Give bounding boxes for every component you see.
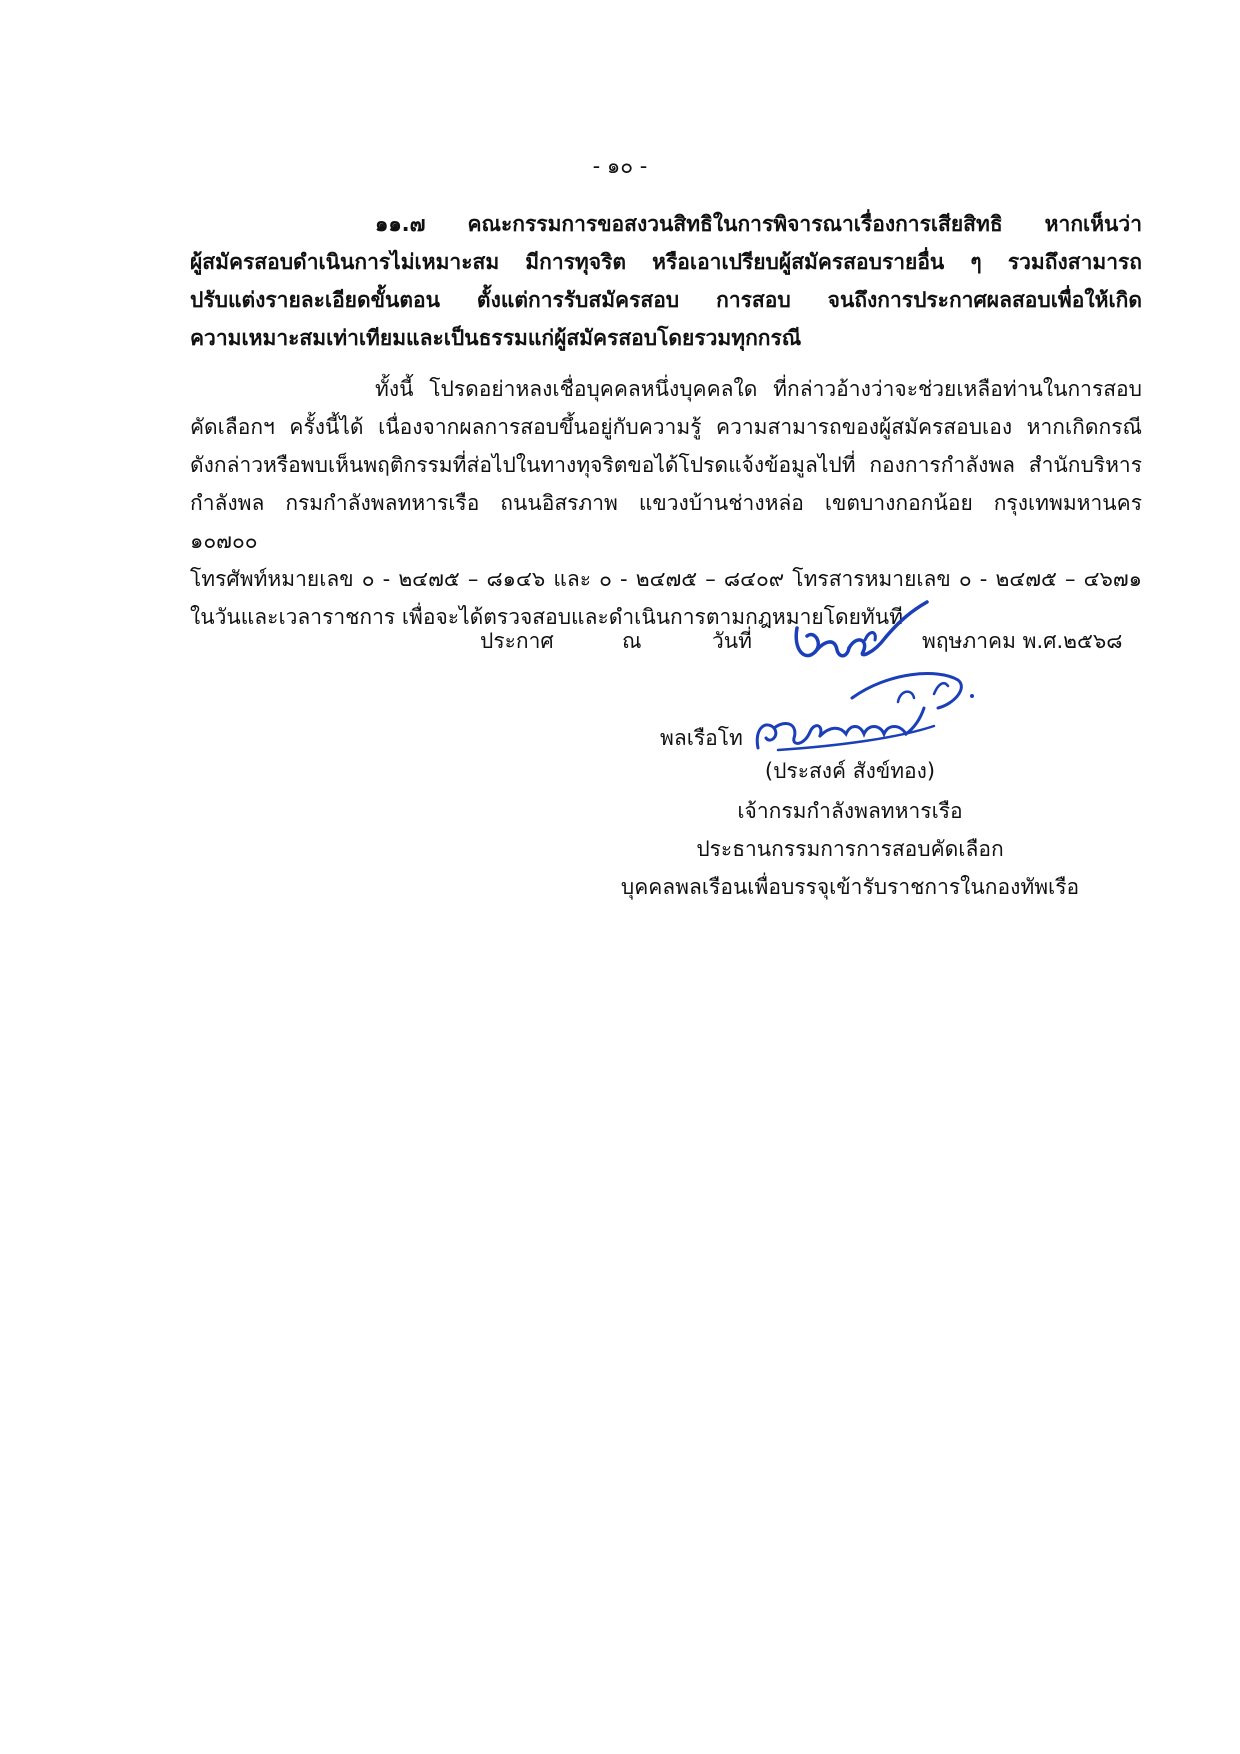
clause-line: ๑๑.๗ คณะกรรมการขอสงวนสิทธิในการพิจารณาเรื่องการเสียสิทธิ หากเห็นว่า <box>375 212 1142 236</box>
signer-position: เจ้ากรมกำลังพลทหารเรือ <box>737 799 963 823</box>
signer-position: ประธานกรรมการการสอบคัดเลือก <box>696 837 1004 861</box>
clause-line: ปรับแต่งรายละเอียดขั้นตอน ตั้งแต่การรับสมัครสอบ การสอบ จนถึงการประกาศผลสอบเพื่อให้เกิด <box>190 288 1142 312</box>
clause-11-7 <box>190 205 1142 357</box>
announce-month-year: พฤษภาคม พ.ศ.๒๕๖๘ <box>922 629 1123 653</box>
signer-name: (ประสงค์ สังข์ทอง) <box>764 759 936 783</box>
clause-line: ผู้สมัครสอบดำเนินการไม่เหมาะสม มีการทุจริต หรือเอาเปรียบผู้สมัครสอบรายอื่น ๆ รวมถึงสามารถ <box>190 250 1142 274</box>
notice-line: โทรศัพท์หมายเลข ๐ - ๒๔๗๕ – ๘๑๔๖ และ ๐ - ๒๔๗๕ – ๘๔๐๙ โทรสารหมายเลข ๐ - ๒๔๗๕ – ๔๖๗๑ <box>190 567 1142 591</box>
notice-paragraph <box>190 370 1142 636</box>
page-number: - ๑๐ - <box>592 154 648 178</box>
notice-line: ดังกล่าวหรือพบเห็นพฤติกรรมที่ส่อไปในทางทุจริตขอได้โปรดแจ้งข้อมูลไปที่ กองการกำลังพล สำนักบริหาร <box>190 453 1142 477</box>
handwritten-signature <box>748 668 978 758</box>
signer-position: บุคคลพลเรือนเพื่อบรรจุเข้ารับราชการในกองทัพเรือ <box>620 875 1080 899</box>
notice-line: ทั้งนี้ โปรดอย่าหลงเชื่อบุคคลหนึ่งบุคคลใด ที่กล่าวอ้างว่าจะช่วยเหลือท่านในการสอบ <box>375 377 1142 401</box>
clause-line: ความเหมาะสมเท่าเทียมและเป็นธรรมแก่ผู้สมัครสอบโดยรวมทุกกรณี <box>190 326 802 350</box>
handwritten-day <box>785 600 935 670</box>
announce-at: ณ <box>622 629 642 653</box>
notice-line: ในวันและเวลาราชการ เพื่อจะได้ตรวจสอบและดำเนินการตามกฎหมายโดยทันที <box>190 605 903 629</box>
announce-label: ประกาศ <box>480 629 554 653</box>
notice-line: กำลังพล กรมกำลังพลทหารเรือ ถนนอิสรภาพ แขวงบ้านช่างหล่อ เขตบางกอกน้อย กรุงเทพมหานคร ๑๐๗๐๐ <box>190 491 1142 553</box>
signer-rank: พลเรือโท <box>660 726 743 750</box>
announce-date-label: วันที่ <box>712 629 752 653</box>
notice-line: คัดเลือกฯ ครั้งนี้ได้ เนื่องจากผลการสอบขึ้นอยู่กับความรู้ ความสามารถของผู้สมัครสอบเอง หากเกิดกรณี <box>190 415 1142 439</box>
